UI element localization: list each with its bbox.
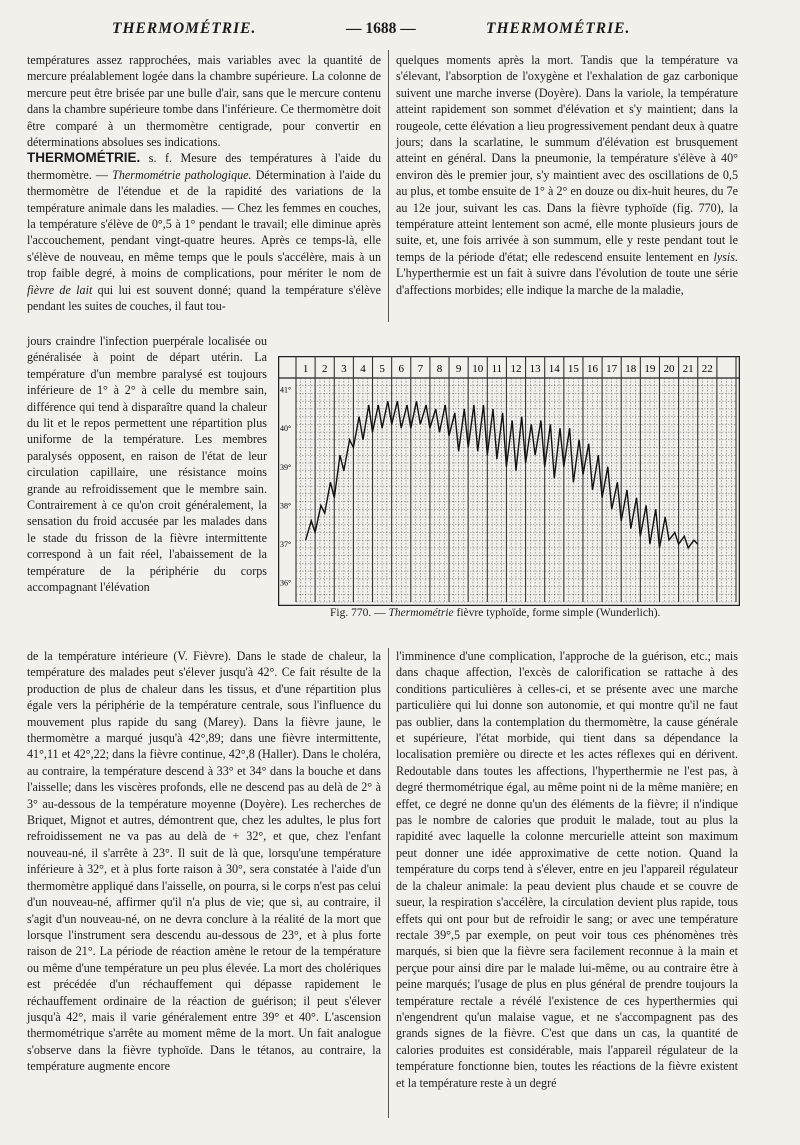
column-divider-top (388, 50, 389, 322)
page-number: — 1688 — (346, 20, 416, 37)
day-label: 20 (663, 363, 675, 375)
caption-text: fièvre typhoïde, forme simple (Wunderlich). (456, 607, 661, 619)
term-fievre-de-lait: fièvre de lait (27, 282, 93, 297)
paragraph-right-top (396, 52, 738, 298)
caption-number: Fig. 770. — (330, 607, 386, 619)
column-divider-bottom (388, 648, 389, 1118)
right-top-text-end: L'hyperthermie est un fait à suivre dans l'évolution de toute une série d'affections morbides; elle indique la marche de la maladie, (396, 266, 738, 297)
entry-grammar: s. f. (148, 151, 173, 166)
day-label: 19 (644, 363, 656, 375)
day-label: 3 (341, 363, 347, 375)
day-label: 22 (701, 363, 713, 375)
temperature-tick-label: 38° (280, 501, 292, 511)
day-label: 2 (321, 363, 328, 375)
paragraph-left-bottom: de la température intérieure (V. Fièvre). Dans le stade de chaleur, la température des malades peut s'élever jusqu'à 42°. Ce fait résulte de la production de plus de chaleur dans les tissus, et d'une répartition plus égale vers la périphérie de la température centrale, sous l'influence du mouvement plus rapide du sang (Marey). Dans la fièvre jaune, le thermomètre a marqué jusqu'à 42°,89; dans une fièvre intermittente, 41°,11 et 42°,22; dans la fièvre continue, 42°,8 (Haller). Dans le choléra, au contraire, la température descend à 33° et 34° dans la bouche et dans l'aisselle; dans les viscères profonds, elle ne descend pas au delà de 2° à 3° au-dessous de la température moyenne (Doyère). Les recherches de Briquet, Mignot et autres, démontrent que, chez les adultes, le plus fort refroidissement ne va pas au delà de + 32°, et que, chez l'enfant nouveau-né, il s'arrête à 23°. Il suit de là que, lorsqu'une température inférieure à 32°, et à plus forte raison à 30°, sera constatée à l'aide d'un thermomètre appliqué dans l'aisselle, on pourra, si le corps n'est pas celui d'un nouveau-né, affirmer qu'il n'a plus de vie; que si, au contraire, il s'agit d'un nouveau-né, on ne devra conclure à la réalité de la mort que lorsque l'instrument sera descendu au-dessous de 23°, et à plus forte raison de 21°. La période de réaction amène le retour de la température ou même d'une température un peu plus élevée. La mort des cholériques est précédée d'un réchauffement qui dépasse rapidement le réchauffement ordinaire de la réaction de guérison; il peut s'élever jusqu'à 42°, mais il varie généralement entre 39° et 40°. L'ascension thermométrique s'arrête au moment même de la mort. Un fait analogue s'observe dans la fièvre typhoïde. Dans le tétanos, au contraire, la température augmente encore (27, 649, 381, 1074)
term-lysis: lysis. (713, 249, 739, 264)
day-label: 14 (548, 363, 560, 375)
day-label: 17 (606, 363, 618, 375)
header-right-title: THERMOMÉTRIE. (486, 20, 631, 37)
day-label: 15 (567, 363, 579, 375)
running-head (0, 20, 800, 44)
paragraph-right-bottom: l'imminence d'une complication, l'approche de la guérison, etc.; mais dans chaque affection, l'excès de calorification se rattache à des conditions particulières à celles-ci, et se présente avec une marche particulière qui lui donne son autonomie, et qui montre qu'il ne faut pas oublier, dans la contemplation du thermomètre, la cause générale et supérieure, l'état morbide, qui tient dans sa dépendance la localisation première ou directe et les actes réflexes qui en dérivent. Redoutable dans toutes les affections, l'hyperthermie ne l'est pas, à degré thermométrique égal, au même point ni de la même manière; en effet, ce degré ne donne qu'un des éléments de la fièvre; il n'indique pas le nombre de calories que produit le malade, tout au plus la rapidité avec laquelle la colonne mercurielle atteint son maximum peut donner une idée approximative de cette notion. Quand la température du corps tend à s'élever, entre en jeu l'appareil régulateur de la chaleur animale: la peau devient plus chaude et se couvre de sueur, la respiration s'accélère, la circulation devient plus rapide, tous effets qui ont pour but de refroidir le sang; or avec une température rectale 39°,5 par exemple, on peut voir tous ces phénomènes très marqués, si bien que la fièvre sera facilement reconnue à la main et perçue pour ainsi dire par le malade lui-même, ou au contraire être à peine marqués; l'usage de plus en plus général de prendre toujours la température rectale a révélé l'existence de ces hyperthermies qui n'engendrent qu'un malaise vague, et ne s'accompagnent pas des grands signes de la fièvre. C'est que dans un cas, la quantité de calories produites est considérable, mais l'appareil régulateur de la température fonctionne bien, toutes les réactions de la fièvre existent et la température reste à un degré (396, 649, 738, 1090)
entry-subheading: Thermométrie pathologique. (112, 167, 252, 182)
paragraph-thermometre-end: températures assez rapprochées, mais variables avec la quantité de mercure préalablement logée dans la chambre supérieure. La colonne de mercure peut être brisée par une bulle d'air, sans que le mercure contenu dans la chambre supérieure tombe dans l'inférieure. Ce thermomètre doit être comparé à un thermomètre centigrade, pour convertir en déterminations absolues ses indications. (27, 53, 381, 150)
day-label: 1 (302, 363, 309, 375)
day-label: 16 (587, 363, 599, 375)
day-label: 8 (436, 363, 443, 375)
left-column-bottom (27, 648, 381, 1075)
entry-term: THERMOMÉTRIE. (27, 150, 141, 166)
temperature-tick-label: 39° (280, 462, 292, 472)
header-left-title: THERMOMÉTRIE. (112, 20, 257, 37)
temperature-tick-label: 37° (280, 540, 292, 550)
right-column-bottom (396, 648, 738, 1091)
left-column-wrap (27, 333, 267, 596)
day-label: 10 (472, 363, 484, 375)
chart-frame (279, 357, 740, 606)
temperature-tick-label: 40° (280, 424, 292, 434)
entry-thermometrie (27, 150, 381, 314)
day-label: 9 (455, 363, 462, 375)
figure-770-chart (278, 356, 740, 606)
right-top-text: quelques moments après la mort. Tandis que la température va s'élevant, l'absorption de l'oxygène et l'exhalation de gaz carbonique suivent une marche inverse (Doyère). Dans la variole, la température atteint rapidement son sommet d'élévation et s'y maintient; dans la rougeole, cette élévation a lieu progressivement pendant deux à quatre jours; dans la scarlatine, le summum d'élévation est brusquement atteint en général. Dans la pneumonie, la température s'élève à 40° environ dès le premier jour, s'y maintient avec des oscillations de 0,5 au plus, et tombe ensuite de 1° à 2° en douze ou dix-huit heures, du 7e au 12e jour, suivant les cas. Dans la fièvre typhoïde (fig. 770), la température atteint lentement son acmé, elle monte plusieurs jours de suite, et, une fois arrivée à son summum, elle y reste pendant tout le temps de la période d'état; elle redescend ensuite lentement en (396, 53, 738, 264)
day-label: 18 (625, 363, 637, 375)
left-column-top (27, 52, 381, 315)
day-label: 13 (529, 363, 541, 375)
figure-caption (330, 607, 750, 619)
temperature-tick-label: 41° (280, 385, 292, 395)
day-label: 11 (491, 363, 503, 375)
caption-term: Thermométrie (388, 607, 454, 619)
entry-definition: Mesure des températures à l'aide du thermomètre. — (27, 151, 381, 182)
day-label: 21 (682, 363, 694, 375)
day-label: 4 (360, 363, 366, 375)
paragraph-wrap: jours craindre l'infection puerpérale localisée ou généralisée à point de départ utérin. La température d'un membre paralysé est toujours inférieure de 1° à 2° à celle du membre sain, différence qui tend à disparaître quand la chaleur du lit et le repos permettent une répartition plus uniforme de la température. Les membres paralysés opposent, en raison de l'état de leur circulation capillaire, une résistance moins grande au refroidissement que le membre sain. Contrairement à ce qu'on croit généralement, la sensation du froid accusée par les malades dans le stade du frisson de la fièvre intermittente correspond à un fait réel, l'abaissement de la température de la périphérie du corps accompagnant l'élévation (27, 334, 267, 595)
right-column-top (396, 52, 738, 298)
entry-text-end: qui lui est souvent donné; quand la température s'élève pendant les suites de couches, il faut tou- (27, 282, 381, 314)
entry-text: Détermination à l'aide du thermomètre de l'étendue et de la rapidité des variations de la température animale dans les maladies. — Chez les femmes en couches, la température s'élève de 0°,5 à 1° pendant le travail; elle diminue après l'accouchement, pendant vingt-quatre heures. Après ce temps-là, elle s'élève de nouveau, en même temps que le pouls s'accélère, mais à un trop faible degré, à moins de complications, pour mériter le nom de (27, 167, 381, 281)
day-label: 5 (379, 363, 385, 375)
day-label: 6 (398, 363, 404, 375)
day-label: 12 (510, 363, 522, 375)
day-label: 7 (417, 363, 424, 375)
temperature-tick-label: 36° (280, 578, 292, 588)
